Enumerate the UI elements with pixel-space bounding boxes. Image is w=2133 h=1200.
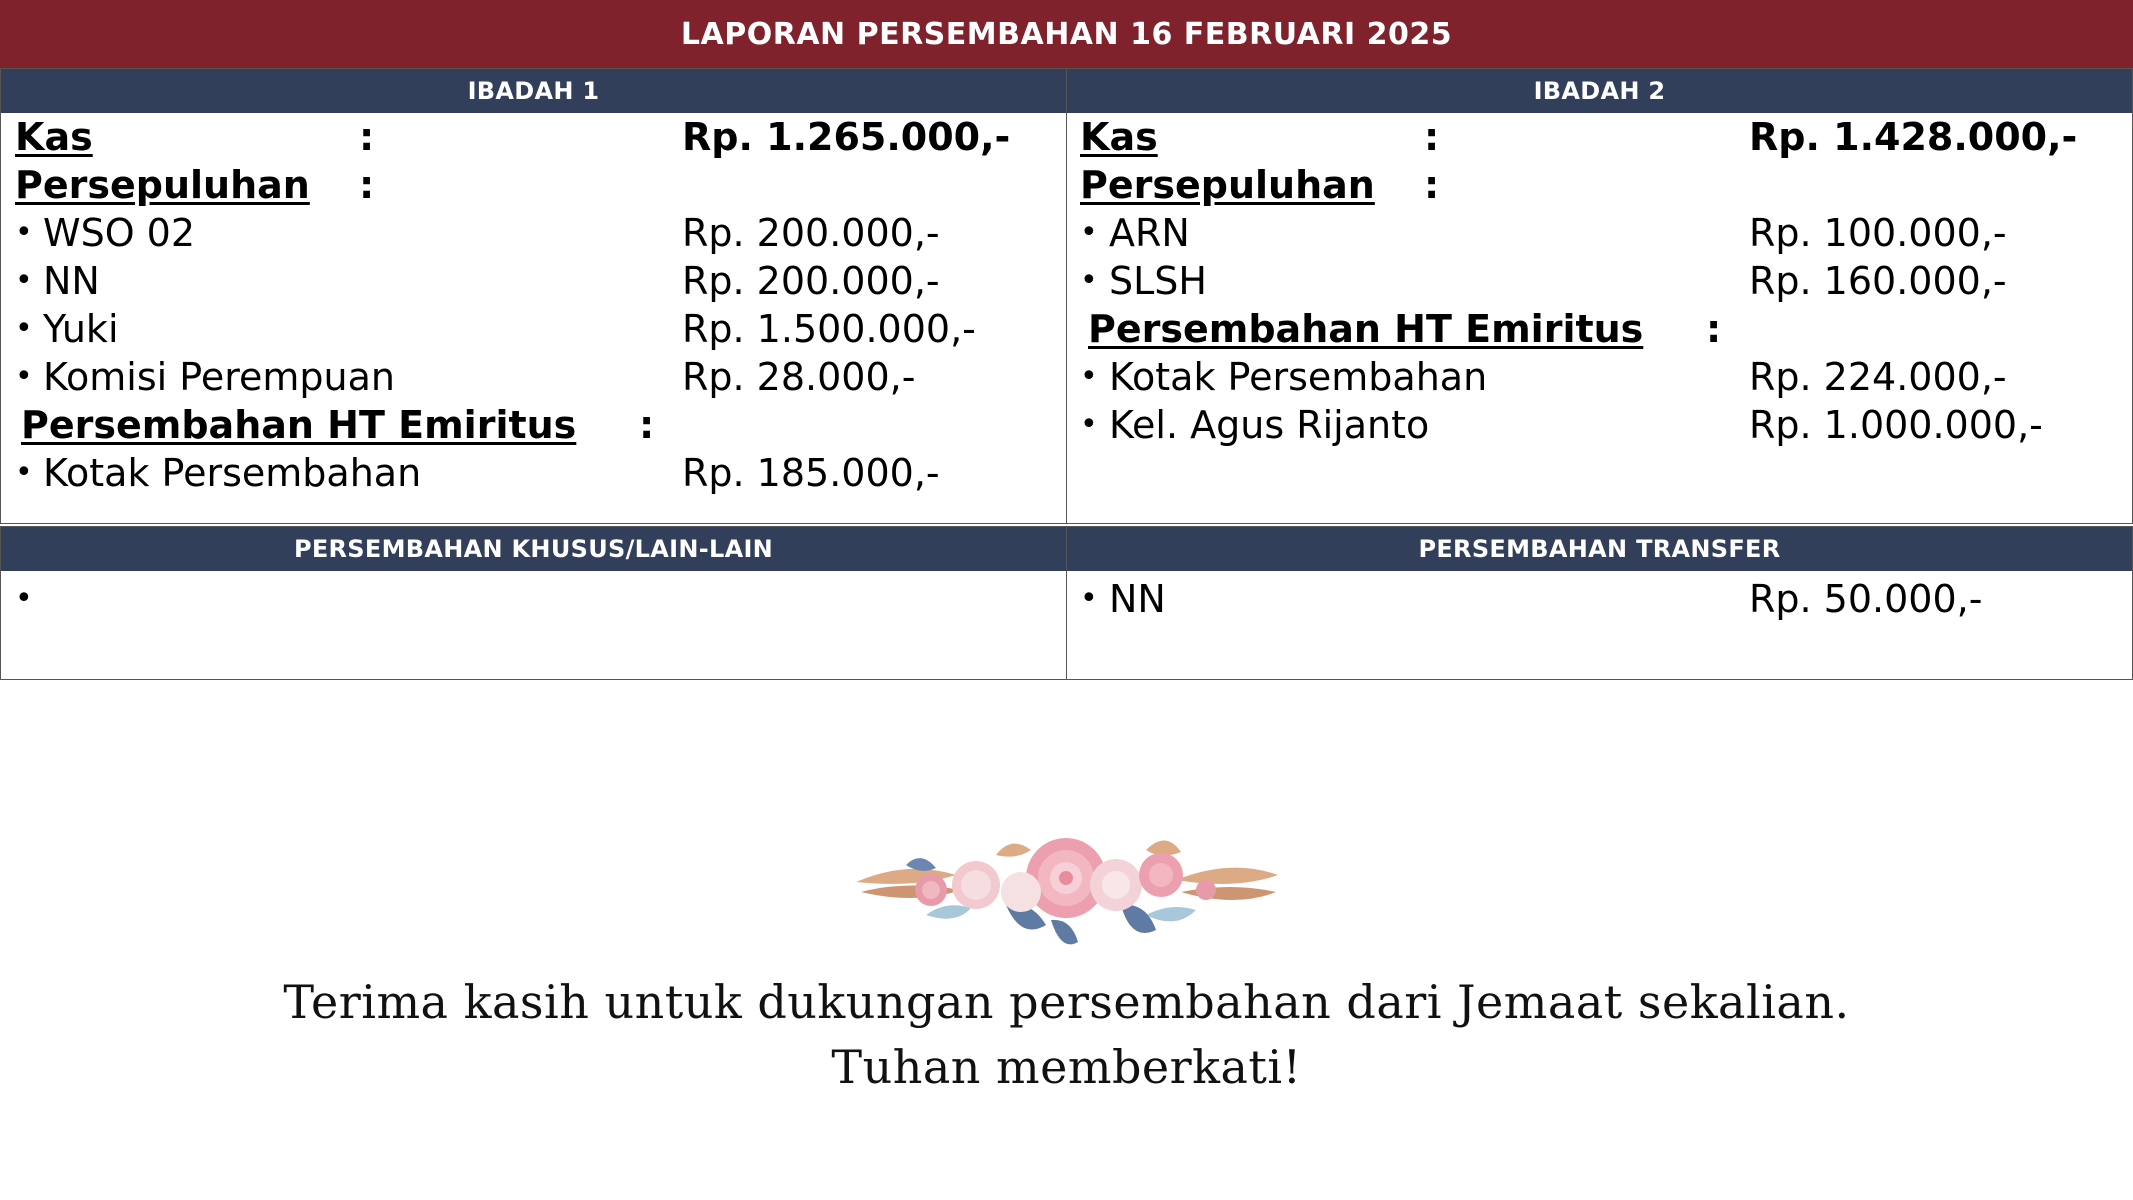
- ibadah-1-section: [0, 68, 1067, 524]
- bullet-icon: •: [15, 581, 33, 616]
- khusus-header: PERSEMBAHAN KHUSUS/LAIN-LAIN: [1, 527, 1066, 571]
- list-item: [1067, 257, 2132, 305]
- item-amount: Rp. 50.000,-: [1749, 577, 1983, 621]
- list-item: [1, 575, 1066, 623]
- item-amount: Rp. 200.000,-: [682, 259, 940, 303]
- list-item: [1067, 353, 2132, 401]
- persepuluhan-heading: [1067, 161, 2132, 209]
- bullet-icon: •: [1080, 581, 1098, 616]
- kas-row: [1067, 113, 2132, 161]
- report-title: LAPORAN PERSEMBAHAN 16 FEBRUARI 2025: [0, 0, 2133, 68]
- ibadah-1-header: IBADAH 1: [1, 69, 1066, 113]
- item-name: Komisi Perempuan: [43, 355, 395, 399]
- item-amount: Rp. 1.000.000,-: [1749, 403, 2043, 447]
- kas-label: Kas: [1080, 115, 1158, 159]
- floral-decoration-icon: [846, 830, 1286, 955]
- emiritus-colon: :: [639, 403, 655, 447]
- kas-amount: Rp. 1.428.000,-: [1749, 115, 2078, 159]
- bullet-icon: •: [15, 359, 33, 394]
- list-item: [1067, 209, 2132, 257]
- persepuluhan-colon: :: [1424, 163, 1440, 207]
- kas-colon: :: [359, 115, 375, 159]
- kas-colon: :: [1424, 115, 1440, 159]
- item-name: WSO 02: [43, 211, 196, 255]
- item-amount: Rp. 224.000,-: [1749, 355, 2007, 399]
- list-item: [1, 305, 1066, 353]
- bullet-icon: •: [1080, 215, 1098, 250]
- thanks-line-2: Tuhan memberkati!: [831, 1040, 1302, 1094]
- bullet-icon: •: [1080, 263, 1098, 298]
- item-amount: Rp. 185.000,-: [682, 451, 940, 495]
- item-name: SLSH: [1109, 259, 1207, 303]
- item-name: Kel. Agus Rijanto: [1109, 403, 1430, 447]
- bullet-icon: •: [15, 263, 33, 298]
- kas-label: Kas: [15, 115, 93, 159]
- persepuluhan-label: Persepuluhan: [1080, 163, 1375, 207]
- emiritus-heading: [1067, 305, 2132, 353]
- thanks-line-1: Terima kasih untuk dukungan persembahan dari Jemaat sekalian.: [283, 975, 1850, 1029]
- ibadah-2-header: IBADAH 2: [1067, 69, 2132, 113]
- bullet-icon: •: [15, 215, 33, 250]
- item-name: NN: [43, 259, 100, 303]
- item-amount: Rp. 160.000,-: [1749, 259, 2007, 303]
- item-name: Kotak Persembahan: [43, 451, 422, 495]
- emiritus-label: Persembahan HT Emiritus: [1088, 307, 1644, 351]
- bullet-icon: •: [1080, 359, 1098, 394]
- item-amount: Rp. 28.000,-: [682, 355, 916, 399]
- kas-row: [1, 113, 1066, 161]
- item-amount: Rp. 200.000,-: [682, 211, 940, 255]
- item-amount: Rp. 100.000,-: [1749, 211, 2007, 255]
- transfer-header: PERSEMBAHAN TRANSFER: [1067, 527, 2132, 571]
- list-item: [1, 449, 1066, 497]
- persepuluhan-heading: [1, 161, 1066, 209]
- bullet-icon: •: [1080, 407, 1098, 442]
- bullet-icon: •: [15, 455, 33, 490]
- item-name: ARN: [1109, 211, 1190, 255]
- persepuluhan-label: Persepuluhan: [15, 163, 310, 207]
- item-name: Kotak Persembahan: [1109, 355, 1488, 399]
- emiritus-colon: :: [1706, 307, 1722, 351]
- emiritus-heading: [1, 401, 1066, 449]
- kas-amount: Rp. 1.265.000,-: [682, 115, 1011, 159]
- list-item: [1067, 575, 2132, 623]
- item-name: Yuki: [43, 307, 119, 351]
- item-amount: Rp. 1.500.000,-: [682, 307, 976, 351]
- emiritus-label: Persembahan HT Emiritus: [21, 403, 577, 447]
- list-item: [1, 257, 1066, 305]
- transfer-section: [1066, 526, 2133, 680]
- bullet-icon: •: [15, 311, 33, 346]
- persepuluhan-colon: :: [359, 163, 375, 207]
- list-item: [1, 209, 1066, 257]
- list-item: [1067, 401, 2132, 449]
- khusus-section: [0, 526, 1067, 680]
- item-name: NN: [1109, 577, 1166, 621]
- list-item: [1, 353, 1066, 401]
- ibadah-2-section: [1066, 68, 2133, 524]
